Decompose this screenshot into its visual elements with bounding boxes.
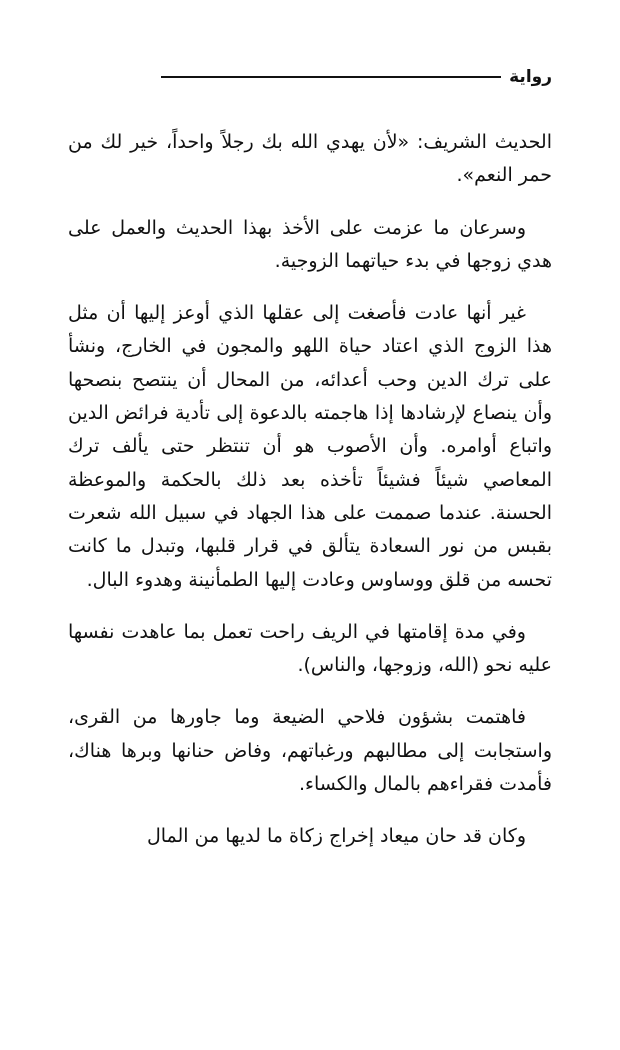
running-header (68, 60, 552, 94)
paragraph: وسرعان ما عزمت على الأخذ بهذا الحديث والعمل على هدي زوجها في بدء حياتهما الزوجية. (68, 216, 552, 272)
running-header-title: رواية (509, 67, 552, 87)
paragraph: وكان قد حان ميعاد إخراج زكاة ما لديها من المال (146, 825, 526, 848)
paragraph: غير أنها عادت فأصغت إلى عقلها الذي أوعز إليها أن مثل هذا الزوج الذي اعتاد حياة اللهو والمجون في الخارج، ونشأ على ترك الدين وحب أعدائه، من المحال أن ينتصح بنصحها وأن ينصاع لإرشادها إذا هاجمته بالدعوة إلى تأدية فرائض الدين واتباع أوامره. وأن الأصوب هو أن تنتظر حتى يألف ترك المعاصي شيئاً فشيئاً تأخذه بعد ذلك بالحكمة والموعظة الحسنة. عندما صممت على هذا الجهاد في سبيل الله شعرت بقبس من نور السعادة يتألق في قرار قلبها، وتبدل ما كانت تحسه من قلق ووساوس وعادت إليها الطمأنينة وهدوء البال. (68, 302, 552, 591)
header-rule (161, 76, 501, 78)
paragraph: وفي مدة إقامتها في الريف راحت تعمل بما عاهدت نفسها عليه نحو (الله، وزوجها، والناس). (68, 620, 552, 677)
paragraph: الحديث الشريف: «لأن يهدي الله بك رجلاً واحداً، خير لك من حمر النعم». (68, 131, 552, 187)
book-page (68, 60, 552, 873)
paragraph: فاهتمت بشؤون فلاحي الضيعة وما جاورها من القرى، واستجابت إلى مطالبهم ورغباتهم، وفاض حنانها وبرها هناك، فأمدت فقراءهم بالمال والكساء. (68, 706, 552, 796)
